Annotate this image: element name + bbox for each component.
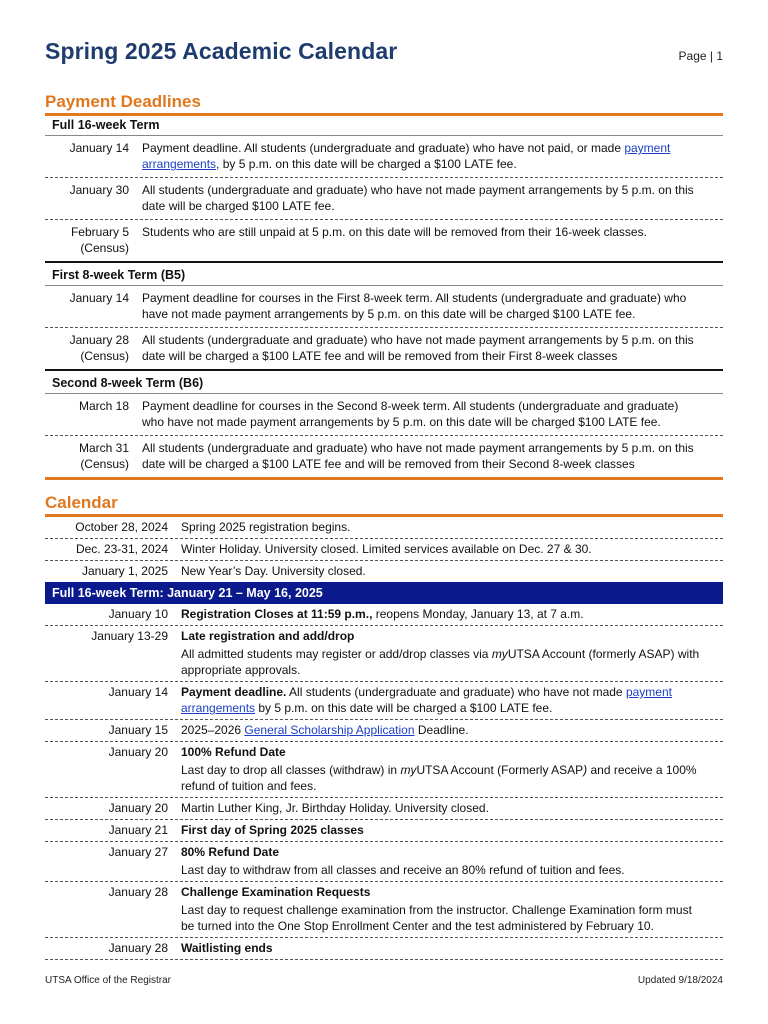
row-text: Winter Holiday. University closed. Limited services available on Dec. 27 & 30. — [181, 542, 592, 556]
row-text: First day of Spring 2025 classes — [181, 823, 364, 837]
row-text: Late registration and add/drop All admitted students may register or add/drop classes via myUTSA Account (formerly ASAP) with appropriate approvals. — [181, 629, 700, 677]
calendar-row — [45, 625, 723, 681]
row-date: January 20 — [108, 801, 168, 815]
row-text: All students (undergraduate and graduate) who have not made payment arrangements by 5 p.m. on this date will be charged a $100 LATE fee and will be removed from their First 8-week classes — [142, 333, 694, 363]
calendar-heading: Calendar — [45, 493, 723, 517]
row-date: January 28 (Census) — [69, 333, 129, 363]
calendar-row — [45, 681, 723, 719]
payment-deadlines-heading: Payment Deadlines — [45, 92, 723, 116]
row-text: Martin Luther King, Jr. Birthday Holiday. University closed. — [181, 801, 489, 815]
payment-row — [45, 393, 723, 435]
row-date: January 20 — [108, 745, 168, 759]
row-text: 80% Refund Date Last day to withdraw from all classes and receive an 80% refund of tuition and fees. — [181, 845, 625, 877]
payment-deadlines-table — [45, 116, 723, 480]
scholarship-application-link[interactable]: General Scholarship Application — [244, 723, 415, 737]
term-heading-full-16: Full 16-week Term — [52, 118, 160, 132]
calendar-row — [45, 741, 723, 797]
calendar-row — [45, 604, 723, 625]
row-date: October 28, 2024 — [75, 520, 168, 534]
row-date: January 13-29 — [91, 629, 168, 643]
calendar-row — [45, 819, 723, 841]
page-number: Page | 1 — [678, 49, 723, 63]
calendar-row — [45, 719, 723, 741]
row-text: 2025–2026 General Scholarship Application Deadline. — [181, 723, 469, 737]
row-text: Payment deadline. All students (undergraduate and graduate) who have not made payment arrangements by 5 p.m. on this date will be charged a $100 LATE fee. — [181, 685, 672, 715]
payment-row — [45, 285, 723, 327]
row-date: March 18 — [78, 399, 129, 413]
row-text: All students (undergraduate and graduate) who have not made payment arrangements by 5 p.m. on this date will be charged $100 LATE fee. — [142, 183, 694, 213]
payment-row — [45, 435, 723, 477]
row-text: Payment deadline for courses in the Second 8-week term. All students (undergraduate and graduate) who have not made payment arrangements by 5 p.m. on this date will be charged $100 LATE fee. — [142, 399, 679, 429]
page-title: Spring 2025 Academic Calendar — [45, 38, 398, 64]
row-date: January 28 — [108, 885, 168, 899]
row-date: January 21 — [108, 823, 168, 837]
row-date: February 5 (Census) — [70, 225, 129, 255]
row-date: January 1, 2025 — [81, 564, 168, 578]
row-text: All students (undergraduate and graduate) who have not made payment arrangements by 5 p.m. on this date will be charged a $100 LATE fee and will be removed from their Second 8-week classes — [142, 441, 694, 471]
calendar-row — [45, 538, 723, 560]
row-date: Dec. 23-31, 2024 — [75, 542, 168, 556]
row-date: January 10 — [108, 607, 168, 621]
row-text: 100% Refund Date Last day to drop all classes (withdraw) in myUTSA Account (Formerly ASAP) and receive a 100% refund of tuition and fees. — [181, 745, 697, 793]
calendar-table — [45, 517, 723, 960]
row-text: Registration Closes at 11:59 p.m., reopens Monday, January 13, at 7 a.m. — [181, 607, 584, 621]
row-date: January 14 — [69, 141, 129, 155]
payment-row — [45, 135, 723, 177]
row-date: January 14 — [108, 685, 168, 699]
payment-row — [45, 219, 723, 261]
calendar-row — [45, 560, 723, 582]
payment-arrangements-link[interactable]: payment arrangements — [181, 685, 672, 715]
term-bar-full-16: Full 16-week Term: January 21 – May 16, 2025 — [45, 582, 723, 604]
payment-row — [45, 177, 723, 219]
row-text: Challenge Examination Requests Last day to request challenge examination from the instructor. Challenge Examination form must be turned into the One Stop Enrollment Center and the test administered by February 10. — [181, 885, 692, 933]
calendar-row — [45, 937, 723, 960]
calendar-row — [45, 517, 723, 538]
row-date: January 30 — [69, 183, 129, 197]
term-heading-second-8: Second 8-week Term (B6) — [45, 369, 723, 393]
calendar-row — [45, 797, 723, 819]
row-date: January 27 — [108, 845, 168, 859]
row-text: Payment deadline for courses in the First 8-week term. All students (undergraduate and graduate) who have not made payment arrangements by 5 p.m. on this date will be charged $100 LATE fee. — [142, 291, 687, 321]
payment-arrangements-link[interactable]: payment arrangements — [142, 141, 671, 171]
payment-row — [45, 327, 723, 369]
row-date: January 28 — [108, 941, 168, 955]
row-text: Spring 2025 registration begins. — [181, 520, 351, 534]
row-text: Payment deadline. All students (undergraduate and graduate) who have not paid, or made payment arrangements, by 5 p.m. on this date will be charged a $100 LATE fee. — [142, 141, 671, 171]
footer-office: UTSA Office of the Registrar — [45, 975, 171, 986]
row-date: March 31 (Census) — [78, 441, 129, 471]
calendar-row — [45, 841, 723, 881]
row-date: January 14 — [69, 291, 129, 305]
term-heading-first-8: First 8-week Term (B5) — [45, 261, 723, 285]
row-text: Waitlisting ends — [181, 941, 273, 955]
footer-updated: Updated 9/18/2024 — [637, 975, 723, 986]
row-date: January 15 — [108, 723, 168, 737]
row-text: Students who are still unpaid at 5 p.m. on this date will be removed from their 16-week classes. — [142, 225, 647, 239]
row-text: New Year’s Day. University closed. — [181, 564, 366, 578]
calendar-row — [45, 881, 723, 937]
